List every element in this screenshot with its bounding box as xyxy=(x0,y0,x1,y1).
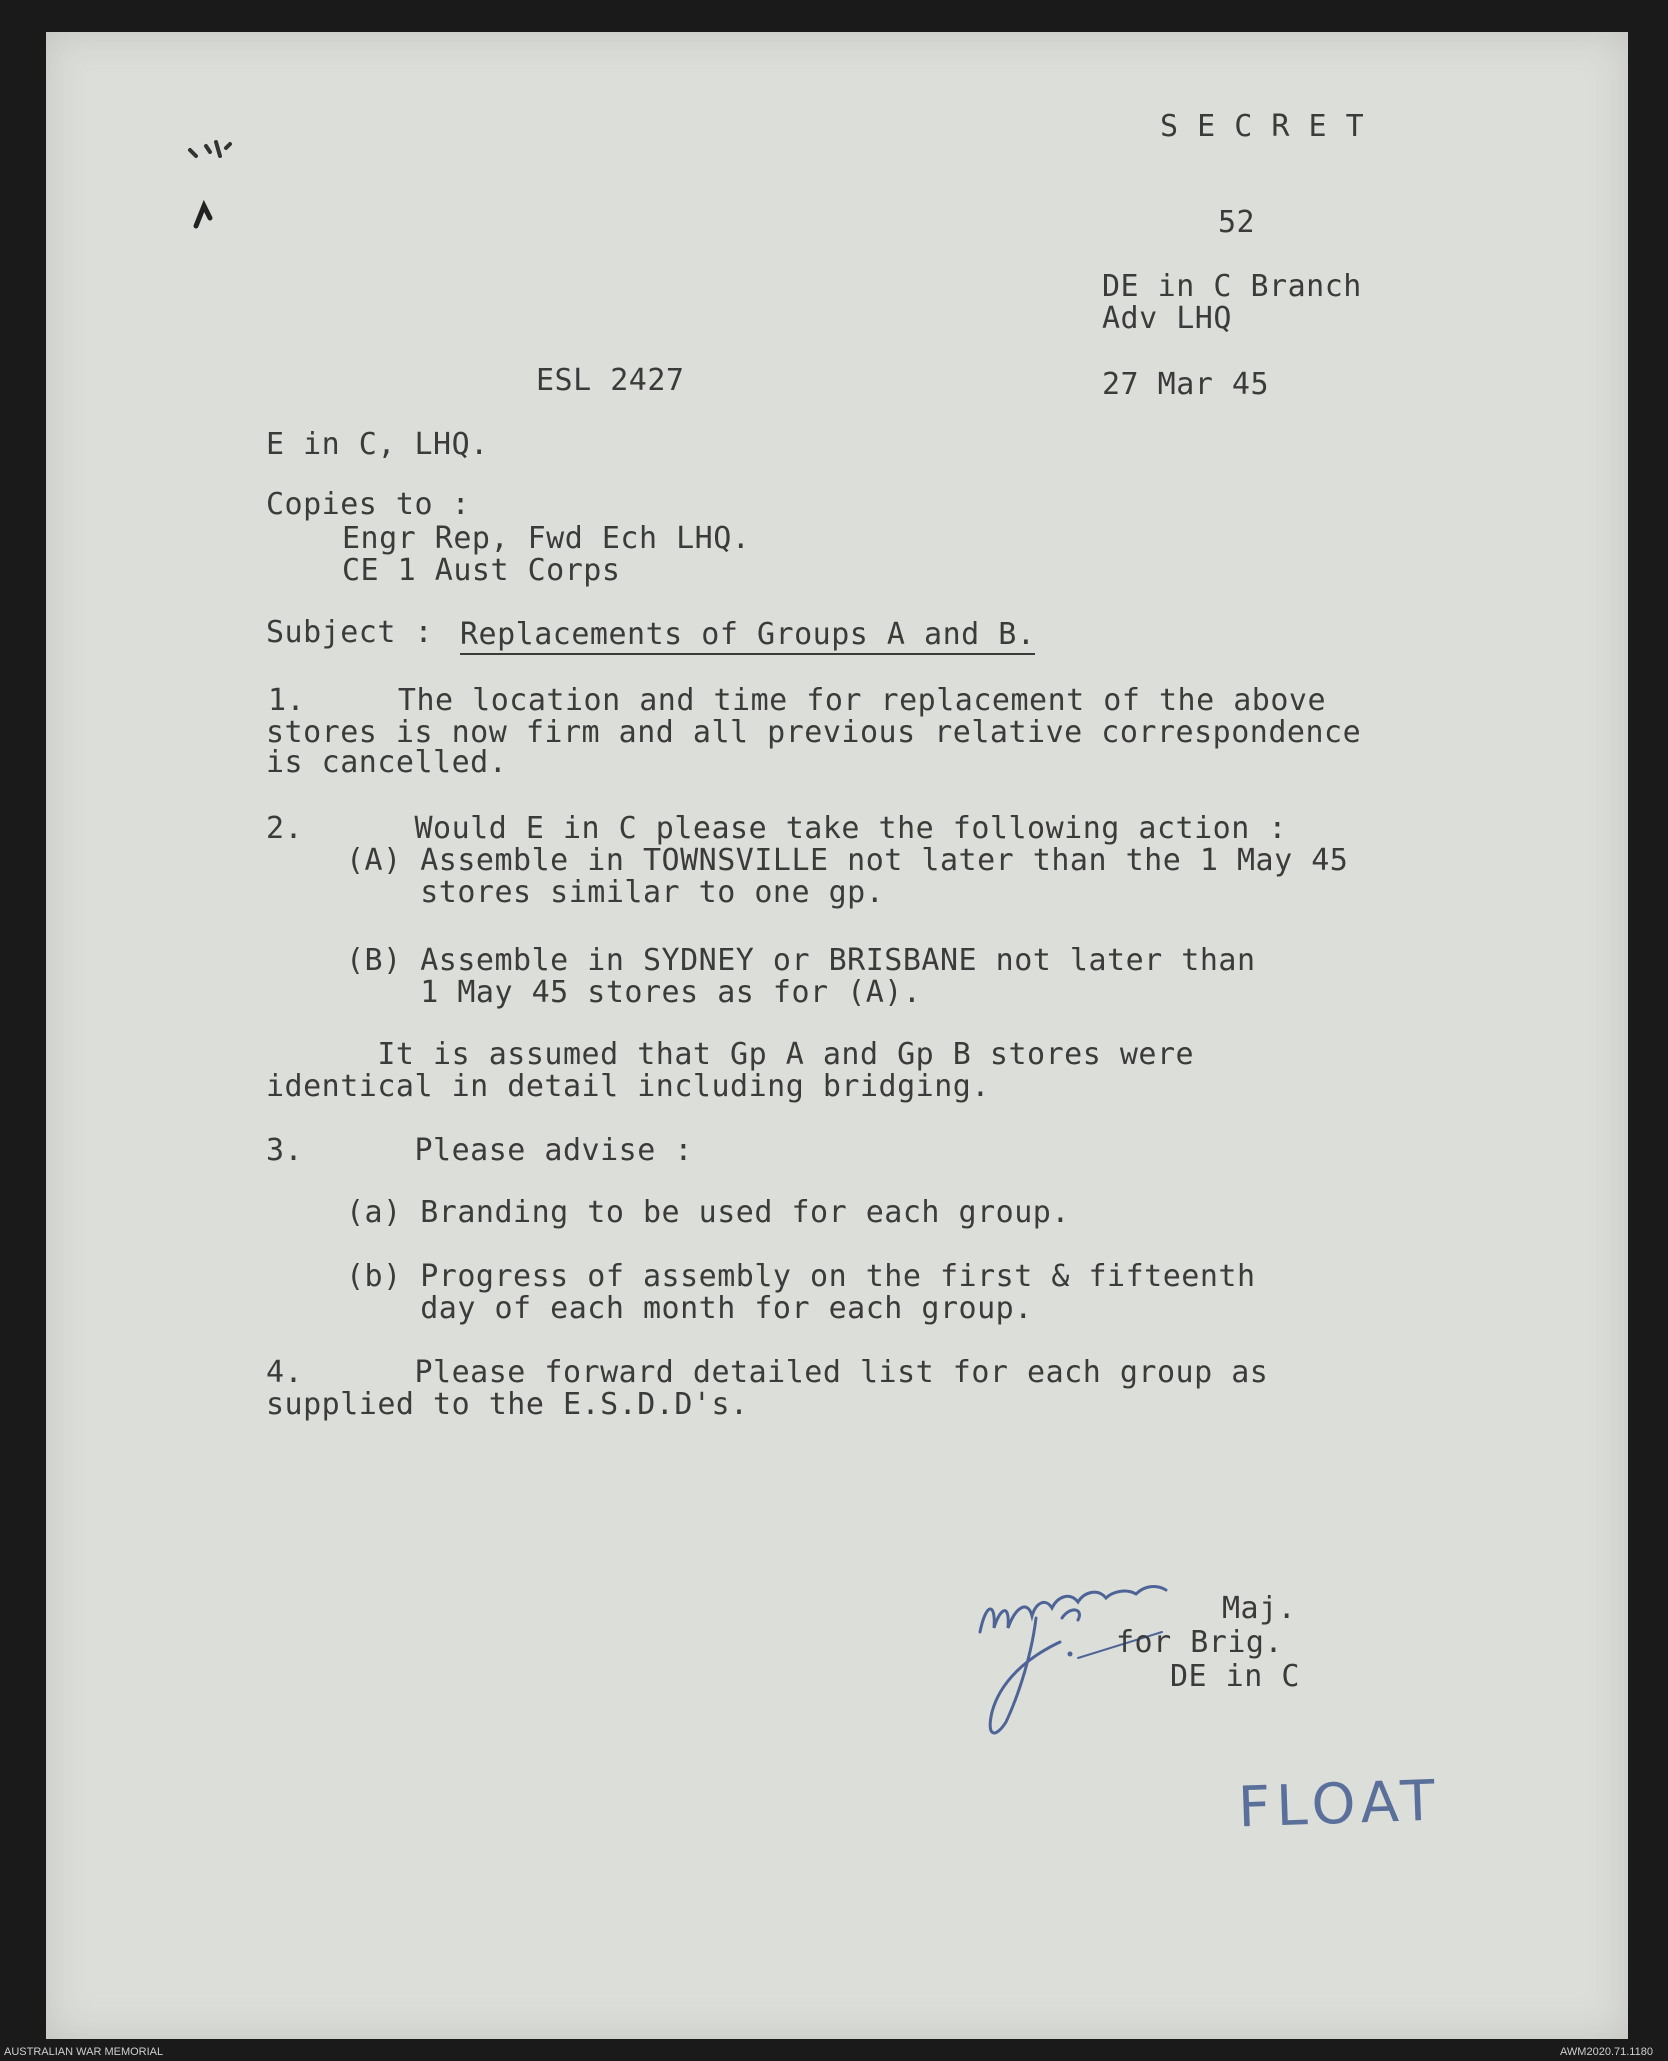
para-4-line-1: 4. Please forward detailed list for each group as xyxy=(266,1355,1269,1390)
para-3a-line-1: (a) Branding to be used for each group. xyxy=(346,1195,1070,1230)
footer-left: AUSTRALIAN WAR MEMORIAL xyxy=(4,2046,164,2058)
office-line-1: DE in C Branch xyxy=(1102,269,1362,304)
signature-for: for Brig. xyxy=(1116,1625,1284,1660)
reference-number: ESL 2427 xyxy=(536,363,685,398)
para-2a-line-1: (A) Assemble in TOWNSVILLE not later than the 1 May 45 xyxy=(346,843,1349,878)
para-1-line-3: is cancelled. xyxy=(266,745,508,780)
document-number: 52 xyxy=(1218,205,1256,240)
office-line-2: Adv LHQ xyxy=(1102,301,1232,336)
signature-rank: Maj. xyxy=(1222,1591,1297,1626)
copy-recipient-2: CE 1 Aust Corps xyxy=(342,553,621,588)
para-2-line-1: 2. Would E in C please take the following action : xyxy=(266,811,1287,846)
para-2c-line-2: identical in detail including bridging. xyxy=(266,1069,990,1104)
para-1-line-1: 1. The location and time for replacement of the above xyxy=(268,683,1327,718)
para-2c-line-1: It is assumed that Gp A and Gp B stores were xyxy=(266,1037,1195,1072)
para-2b-line-2: 1 May 45 stores as for (A). xyxy=(346,975,922,1010)
para-4-line-2: supplied to the E.S.D.D's. xyxy=(266,1387,749,1422)
classification-label: S E C R E T xyxy=(1160,109,1365,144)
subject-text: Replacements of Groups A and B. xyxy=(460,620,1035,655)
para-3b-line-2: day of each month for each group. xyxy=(346,1291,1033,1326)
pencil-mark-icon xyxy=(176,122,246,242)
handwritten-annotation: FLOAT xyxy=(1236,1768,1442,1841)
para-1-line-2: stores is now firm and all previous relative correspondence xyxy=(266,715,1362,750)
copies-label: Copies to : xyxy=(266,487,471,522)
footer-right: AWM2020.71.1180 xyxy=(1560,2046,1653,2058)
document-page xyxy=(46,32,1628,2039)
copy-recipient-1: Engr Rep, Fwd Ech LHQ. xyxy=(342,521,751,556)
para-3b-line-1: (b) Progress of assembly on the first & fifteenth xyxy=(346,1259,1256,1294)
para-2b-line-1: (B) Assemble in SYDNEY or BRISBANE not later than xyxy=(346,943,1256,978)
addressee: E in C, LHQ. xyxy=(266,427,489,462)
para-2a-line-2: stores similar to one gp. xyxy=(346,875,885,910)
document-date: 27 Mar 45 xyxy=(1102,367,1270,402)
para-3-line-1: 3. Please advise : xyxy=(266,1133,693,1168)
subject-label: Subject : xyxy=(266,615,434,650)
signature-office: DE in C xyxy=(1170,1659,1300,1694)
